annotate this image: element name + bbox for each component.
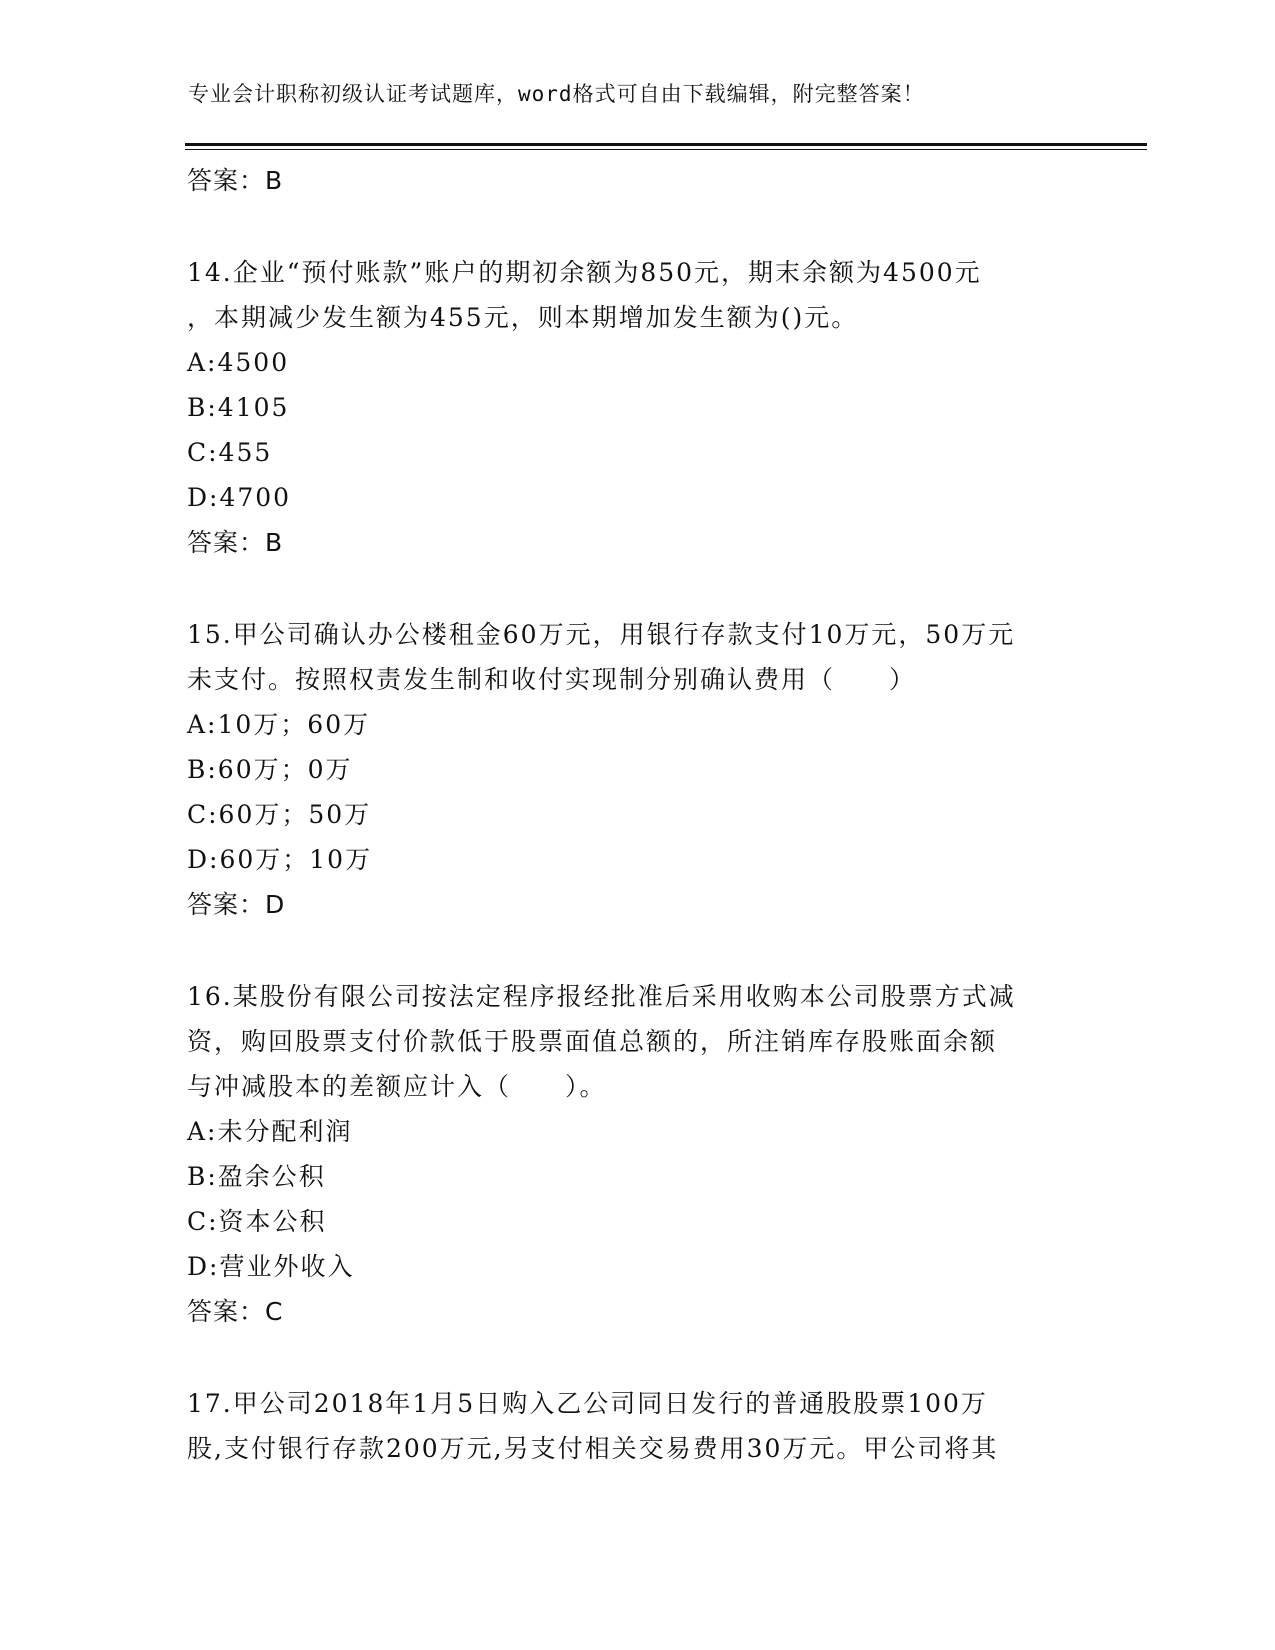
option-a: A:10万；60万 bbox=[187, 710, 371, 739]
option-a: A:未分配利润 bbox=[187, 1117, 353, 1146]
spacer bbox=[187, 566, 1087, 612]
question-16 bbox=[187, 974, 1087, 1335]
question-stem-line: 14.企业“预付账款”账户的期初余额为850元，期末余额为4500元 bbox=[187, 258, 982, 287]
question-stem-line: 15.甲公司确认办公楼租金60万元，用银行存款支付10万元，50万元 bbox=[187, 620, 1016, 649]
spacer bbox=[187, 1335, 1087, 1381]
answer-line: 答案：B bbox=[187, 528, 284, 557]
question-17 bbox=[187, 1381, 1087, 1471]
question-15 bbox=[187, 612, 1087, 928]
question-14 bbox=[187, 250, 1087, 566]
spacer bbox=[187, 928, 1087, 974]
option-b: B:4105 bbox=[187, 393, 290, 422]
question-stem-line: ，本期减少发生额为455元，则本期增加发生额为()元。 bbox=[187, 303, 859, 332]
option-a: A:4500 bbox=[187, 348, 290, 377]
header-rule-thin bbox=[185, 149, 1147, 150]
option-b: B:60万；0万 bbox=[187, 755, 353, 784]
option-c: C:60万；50万 bbox=[187, 800, 372, 829]
question-stem-line: 股,支付银行存款200万元,另支付相关交易费用30万元。甲公司将其 bbox=[187, 1434, 999, 1463]
option-d: D:营业外收入 bbox=[187, 1252, 355, 1281]
header-rule-thick bbox=[185, 143, 1147, 146]
option-c: C:455 bbox=[187, 438, 273, 467]
option-c: C:资本公积 bbox=[187, 1207, 327, 1236]
option-d: D:60万；10万 bbox=[187, 845, 373, 874]
question-stem-line: 16.某股份有限公司按法定程序报经批准后采用收购本公司股票方式减 bbox=[187, 982, 1016, 1011]
spacer bbox=[187, 204, 1087, 250]
option-b: B:盈余公积 bbox=[187, 1162, 326, 1191]
page-header: 专业会计职称初级认证考试题库，word格式可自由下载编辑，附完整答案！ bbox=[188, 82, 925, 106]
question-content bbox=[187, 158, 1087, 1471]
answer-line: 答案：D bbox=[187, 890, 286, 919]
answer-line: 答案：B bbox=[187, 166, 284, 195]
question-stem-line: 资，购回股票支付价款低于股票面值总额的，所注销库存股账面余额 bbox=[187, 1027, 998, 1056]
answer-line: 答案：C bbox=[187, 1297, 284, 1326]
question-stem-line: 未支付。按照权责发生制和收付实现制分别确认费用（ ） bbox=[187, 665, 917, 694]
question-stem-line: 与冲减股本的差额应计入（ ）。 bbox=[187, 1072, 607, 1101]
question-stem-line: 17.甲公司2018年1月5日购入乙公司同日发行的普通股股票100万 bbox=[187, 1389, 988, 1418]
option-d: D:4700 bbox=[187, 483, 292, 512]
